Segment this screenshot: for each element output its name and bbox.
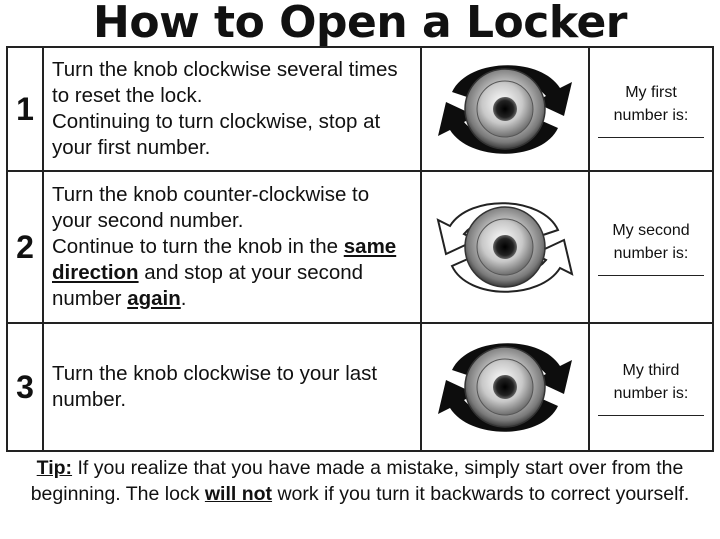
combination-lock-dial-icon [430,328,580,446]
answer-box-third [589,323,713,451]
answer-label: My first number is: [613,83,689,124]
answer-box-first [589,47,713,171]
answer-blank-line[interactable] [598,415,704,416]
tip-text: If you realize that you have made a mistake, simply start over from the beginning. The lock [30,457,684,505]
step-text: and stop at your second number [52,261,364,310]
steps-table [6,46,714,452]
combination-lock-dial-icon [430,50,580,168]
tip-paragraph [0,455,720,507]
step-row-2 [7,171,713,323]
lock-illustration-cell [421,323,589,451]
step-instructions [43,171,421,323]
answer-blank-line[interactable] [598,275,704,276]
step-text: Turn the knob counter-clockwise to your second number. [52,183,370,232]
combination-lock-dial-icon [430,188,580,306]
step-text: Continuing to turn clockwise, stop at your first number. [52,110,381,159]
lock-illustration-cell [421,171,589,323]
step-text: Turn the knob clockwise several times to reset the lock. [52,58,398,107]
emphasis-again: again [127,287,181,310]
emphasis-same-direction: same direction [52,235,397,284]
answer-label: My second number is: [612,221,690,262]
step-text: Continue to turn the knob in the [52,235,344,258]
tip-emphasis: will not [204,483,273,505]
tip-text: work if you turn it backwards to correct yourself. [272,483,690,505]
step-number: 2 [7,171,43,323]
page-title: How to Open a Locker [93,0,627,48]
step-instructions [43,323,421,451]
step-text: Turn the knob clockwise to your last number. [52,362,378,411]
answer-label: My third number is: [613,361,689,402]
tip-label: Tip: [36,457,73,479]
step-row-1 [7,47,713,171]
step-text: . [180,287,187,310]
step-text-compound [52,234,414,312]
lock-illustration-cell [421,47,589,171]
step-number: 1 [7,47,43,171]
answer-box-second [589,171,713,323]
step-instructions [43,47,421,171]
step-row-3 [7,323,713,451]
step-number: 3 [7,323,43,451]
answer-blank-line[interactable] [598,137,704,138]
